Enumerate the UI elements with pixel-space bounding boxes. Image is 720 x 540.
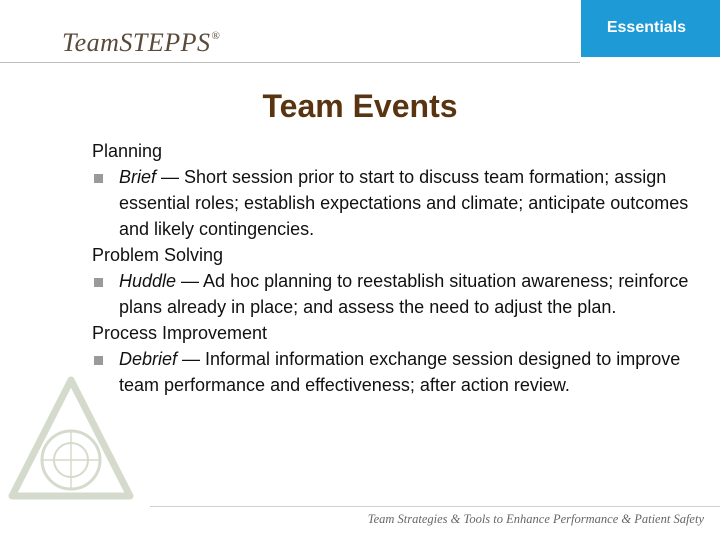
section-heading-process-improvement: Process Improvement xyxy=(92,323,268,343)
brief-description: — Short session prior to start to discuss team formation; assign essential roles; establish expectations and climate; anticipate outcomes and likely contingencies. xyxy=(119,167,689,239)
registered-mark: ® xyxy=(211,30,221,42)
term-debrief: Debrief xyxy=(119,349,178,369)
section-heading-problem-solving: Problem Solving xyxy=(92,245,224,265)
triangle-emblem-icon xyxy=(8,376,134,502)
section-heading-planning: Planning xyxy=(92,141,163,161)
footer-divider xyxy=(150,506,720,507)
footer-tagline: Team Strategies & Tools to Enhance Performance & Patient Safety xyxy=(367,512,704,526)
teamstepps-logo xyxy=(62,28,220,58)
square-bullet-icon xyxy=(94,278,103,287)
badge-label: Essentials xyxy=(606,19,686,36)
term-huddle: Huddle xyxy=(119,271,177,291)
essentials-badge xyxy=(581,0,720,57)
logo-text: TeamSTEPPS xyxy=(62,28,211,57)
square-bullet-icon xyxy=(94,174,103,183)
term-brief: Brief xyxy=(119,167,157,187)
bullet-debrief xyxy=(92,346,692,398)
huddle-description: — Ad hoc planning to reestablish situation awareness; reinforce plans already in place; and assess the need to adjust the plan. xyxy=(119,271,689,317)
square-bullet-icon xyxy=(94,356,103,365)
header-divider xyxy=(0,62,580,63)
slide-title: Team Events xyxy=(262,88,458,124)
slide-body xyxy=(92,138,692,398)
bullet-brief xyxy=(92,164,692,242)
debrief-description: — Informal information exchange session designed to improve team performance and effectiveness; after action review. xyxy=(119,349,681,395)
bullet-huddle xyxy=(92,268,692,320)
